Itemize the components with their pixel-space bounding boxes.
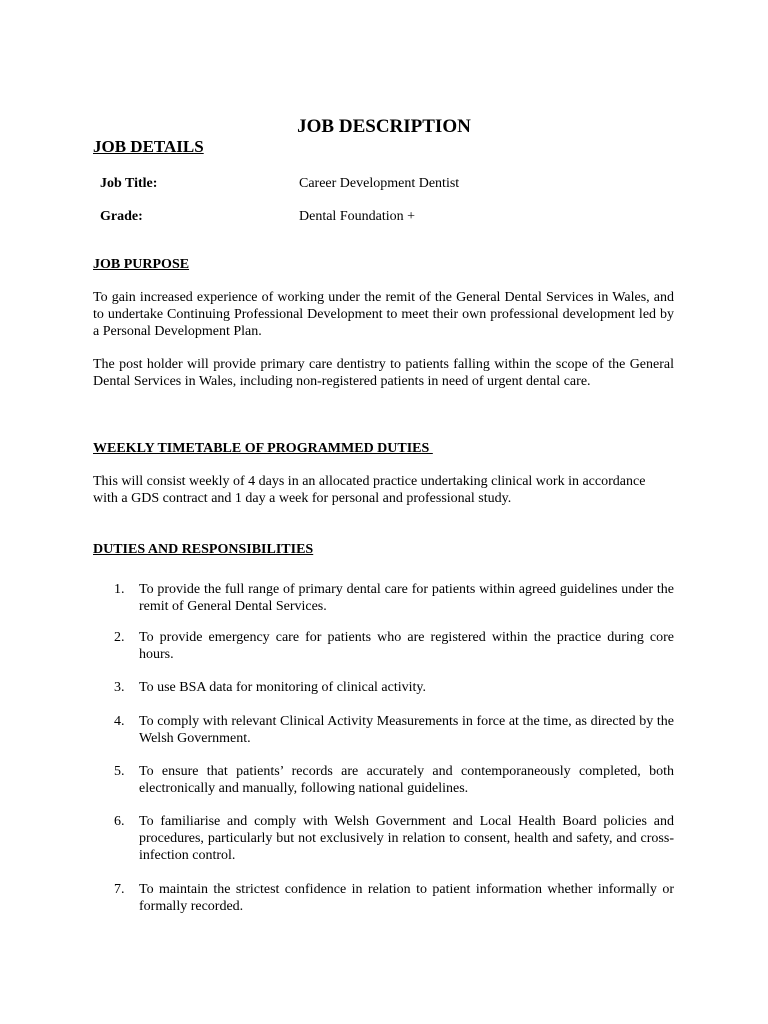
- job-title-label: Job Title:: [100, 176, 158, 191]
- duty-number: 5.: [114, 764, 125, 779]
- duty-text: To maintain the strictest confidence in relation to patient information whether informally or formally recorded.: [139, 882, 674, 914]
- duties-heading: DUTIES AND RESPONSIBILITIES: [93, 542, 314, 557]
- duty-text: To provide the full range of primary dental care for patients within agreed guidelines under the remit of General Dental Services.: [139, 582, 674, 614]
- duty-text: To comply with relevant Clinical Activity Measurements in force at the time, as directed by the Welsh Government.: [139, 714, 674, 746]
- job-purpose-heading: JOB PURPOSE: [93, 257, 190, 272]
- weekly-timetable-paragraph: This will consist weekly of 4 days in an allocated practice undertaking clinical work in accordance with a GDS contract and 1 day a week for personal and professional study.: [93, 474, 646, 506]
- duty-number: 2.: [114, 630, 125, 645]
- duty-number: 3.: [114, 680, 125, 695]
- duty-number: 1.: [114, 582, 125, 597]
- job-purpose-paragraph-2: The post holder will provide primary care dentistry to patients falling within the scope of the General Dental Services in Wales, including non-registered patients in need of urgent dental care.: [93, 357, 674, 389]
- grade-label: Grade:: [100, 209, 143, 224]
- duty-item-3: [114, 680, 674, 697]
- duty-text: To familiarise and comply with Welsh Government and Local Health Board policies and procedures, particularly but not exclusively in relation to consent, health and safety, and cross-infection control.: [139, 814, 674, 863]
- document-title: JOB DESCRIPTION: [297, 116, 471, 137]
- duty-number: 7.: [114, 882, 125, 897]
- grade-value: Dental Foundation +: [299, 209, 415, 224]
- job-purpose-paragraph-1: To gain increased experience of working under the remit of the General Dental Services in Wales, and to undertake Continuing Professional Development to meet their own professional development led by a Personal Development Plan.: [93, 290, 674, 339]
- weekly-timetable-heading: WEEKLY TIMETABLE OF PROGRAMMED DUTIES: [93, 441, 433, 456]
- duty-item-4: [114, 714, 674, 748]
- duty-item-7: [114, 882, 674, 916]
- duty-text: To use BSA data for monitoring of clinical activity.: [139, 680, 426, 695]
- duty-item-1: [114, 582, 674, 616]
- duty-item-6: [114, 814, 674, 864]
- duty-item-5: [114, 764, 674, 798]
- job-title-value: Career Development Dentist: [299, 176, 460, 191]
- duty-number: 4.: [114, 714, 125, 729]
- duty-text: To provide emergency care for patients who are registered within the practice during core hours.: [139, 630, 674, 662]
- duty-text: To ensure that patients’ records are accurately and contemporaneously completed, both electronically and manually, following national guidelines.: [139, 764, 674, 796]
- duty-item-2: [114, 630, 674, 664]
- job-details-heading: JOB DETAILS: [93, 137, 204, 156]
- duty-number: 6.: [114, 814, 125, 829]
